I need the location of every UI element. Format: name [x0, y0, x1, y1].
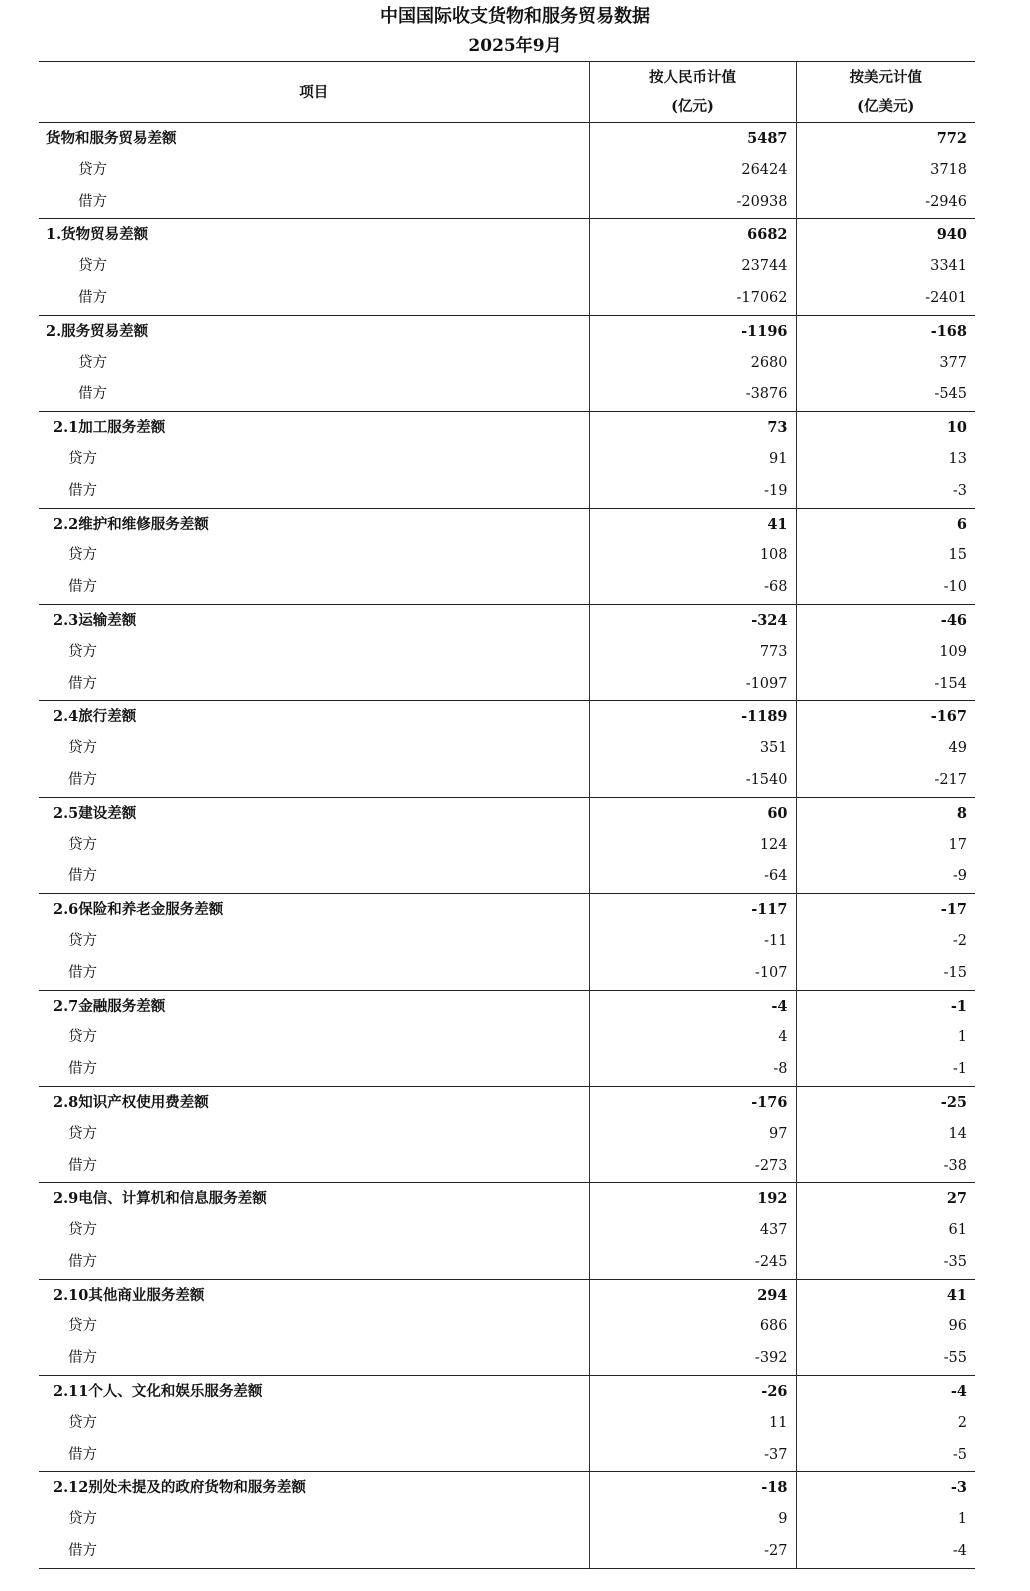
usd-value: -15: [796, 958, 975, 990]
usd-value: 49: [796, 733, 975, 765]
row-label: 贷方: [68, 1125, 97, 1142]
table-row: [39, 1119, 975, 1151]
row-label: 贷方: [68, 740, 97, 757]
row-label: 贷方: [68, 547, 97, 564]
rmb-value: 108: [589, 540, 796, 572]
table-row: [39, 669, 975, 701]
rmb-value: -11: [589, 926, 796, 958]
usd-value: -55: [796, 1343, 975, 1375]
table-row: [39, 958, 975, 990]
rmb-value: -37: [589, 1440, 796, 1472]
table-row: [39, 283, 975, 315]
table-row: [39, 637, 975, 669]
rmb-value: -20938: [589, 187, 796, 219]
rmb-value: -1540: [589, 765, 796, 797]
rmb-value: 60: [589, 797, 796, 829]
table-row-heading: [39, 508, 975, 540]
table-row: [39, 765, 975, 797]
row-label: 贷方: [68, 1511, 97, 1528]
rmb-value: -324: [589, 604, 796, 636]
table-row: [39, 1504, 975, 1536]
usd-value: 15: [796, 540, 975, 572]
rmb-value: 73: [589, 412, 796, 444]
column-header-rmb: [589, 62, 796, 123]
usd-value: 8: [796, 797, 975, 829]
row-label: 借方: [68, 675, 97, 692]
usd-value: 61: [796, 1215, 975, 1247]
rmb-value: 5487: [589, 123, 796, 155]
usd-value: -5: [796, 1440, 975, 1472]
rmb-value: 26424: [589, 155, 796, 187]
rmb-value: -19: [589, 476, 796, 508]
usd-value: 109: [796, 637, 975, 669]
row-label: 借方: [68, 482, 97, 499]
usd-value: 3341: [796, 251, 975, 283]
usd-value: -46: [796, 604, 975, 636]
table-row-heading: [39, 1472, 975, 1504]
row-label: 借方: [68, 964, 97, 981]
rmb-value: 97: [589, 1119, 796, 1151]
row-label: 2.4旅行差额: [53, 708, 137, 726]
rmb-value: -1189: [589, 701, 796, 733]
row-label: 借方: [68, 1061, 97, 1078]
table-row: [39, 1054, 975, 1086]
rmb-value: 686: [589, 1311, 796, 1343]
rmb-value: 6682: [589, 219, 796, 251]
usd-value: -4: [796, 1536, 975, 1568]
rmb-value: -64: [589, 861, 796, 893]
table-row-heading: [39, 894, 975, 926]
rmb-value: -4: [589, 990, 796, 1022]
rmb-value: 294: [589, 1279, 796, 1311]
usd-value: -9: [796, 861, 975, 893]
row-label: 2.3运输差额: [53, 611, 137, 629]
table-row-heading: [39, 1086, 975, 1118]
usd-value: -167: [796, 701, 975, 733]
usd-value: 1: [796, 1022, 975, 1054]
usd-value: 17: [796, 830, 975, 862]
row-label: 借方: [68, 1157, 97, 1174]
rmb-value: -17062: [589, 283, 796, 315]
table-row: [39, 861, 975, 893]
row-label: 2.服务贸易差额: [46, 322, 149, 340]
table-row: [39, 572, 975, 604]
table-row: [39, 1311, 975, 1343]
row-label: 借方: [68, 771, 97, 788]
usd-value: -10: [796, 572, 975, 604]
column-header-usd: [796, 62, 975, 123]
trade-data-table: [39, 61, 975, 1569]
usd-value: -154: [796, 669, 975, 701]
row-label: 贷方: [68, 450, 97, 467]
usd-value: 1: [796, 1504, 975, 1536]
table-row: [39, 1536, 975, 1568]
table-row: [39, 1408, 975, 1440]
usd-value: -2946: [796, 187, 975, 219]
usd-value: 10: [796, 412, 975, 444]
table-row: [39, 1215, 975, 1247]
rmb-value: -1196: [589, 315, 796, 347]
rmb-value: -68: [589, 572, 796, 604]
column-header-rmb-unit: (亿元): [671, 98, 714, 115]
usd-value: 96: [796, 1311, 975, 1343]
table-row: [39, 1440, 975, 1472]
rmb-value: -245: [589, 1247, 796, 1279]
row-label: 借方: [78, 193, 107, 210]
table-row-heading: [39, 701, 975, 733]
usd-value: -17: [796, 894, 975, 926]
table-row: [39, 1151, 975, 1183]
usd-value: -168: [796, 315, 975, 347]
rmb-value: -27: [589, 1536, 796, 1568]
usd-value: -35: [796, 1247, 975, 1279]
row-label: 贷方: [78, 161, 107, 178]
table-row-heading: [39, 412, 975, 444]
table-row: [39, 1022, 975, 1054]
usd-value: 940: [796, 219, 975, 251]
rmb-value: -117: [589, 894, 796, 926]
usd-value: 772: [796, 123, 975, 155]
usd-value: -2: [796, 926, 975, 958]
rmb-value: 4: [589, 1022, 796, 1054]
table-row-heading: [39, 604, 975, 636]
row-label: 2.2维护和维修服务差额: [53, 515, 209, 533]
table-row: [39, 1343, 975, 1375]
column-header-item: 项目: [299, 83, 329, 101]
row-label: 2.11个人、文化和娱乐服务差额: [53, 1383, 263, 1401]
usd-value: -1: [796, 990, 975, 1022]
row-label: 借方: [78, 289, 107, 306]
row-label: 2.5建设差额: [53, 804, 137, 822]
table-row: [39, 348, 975, 380]
rmb-value: -392: [589, 1343, 796, 1375]
column-header-rmb-title: 按人民币计值: [649, 69, 736, 86]
row-label: 2.8知识产权使用费差额: [53, 1093, 209, 1111]
table-row: [39, 187, 975, 219]
table-row-heading: [39, 797, 975, 829]
page-title: 中国国际收支货物和服务贸易数据: [380, 6, 650, 27]
usd-value: -545: [796, 379, 975, 411]
table-row: [39, 733, 975, 765]
rmb-value: 91: [589, 444, 796, 476]
table-row: [39, 830, 975, 862]
rmb-value: 11: [589, 1408, 796, 1440]
table-row-heading: [39, 990, 975, 1022]
usd-value: 41: [796, 1279, 975, 1311]
usd-value: -4: [796, 1376, 975, 1408]
usd-value: 6: [796, 508, 975, 540]
row-label: 2.6保险和养老金服务差额: [53, 901, 224, 919]
rmb-value: 437: [589, 1215, 796, 1247]
usd-value: 377: [796, 348, 975, 380]
rmb-value: -18: [589, 1472, 796, 1504]
page-subtitle: 2025年9月: [468, 36, 562, 56]
rmb-value: 192: [589, 1183, 796, 1215]
rmb-value: 41: [589, 508, 796, 540]
table-row-heading: [39, 219, 975, 251]
row-label: 2.7金融服务差额: [53, 997, 166, 1015]
row-label: 贷方: [68, 643, 97, 660]
usd-value: 27: [796, 1183, 975, 1215]
usd-value: 2: [796, 1408, 975, 1440]
row-label: 贷方: [68, 932, 97, 949]
usd-value: -38: [796, 1151, 975, 1183]
table-row: [39, 251, 975, 283]
row-label: 贷方: [68, 1029, 97, 1046]
table-row: [39, 1247, 975, 1279]
table-header-row: [39, 62, 975, 123]
table-row-heading: [39, 123, 975, 155]
row-label: 贷方: [68, 1414, 97, 1431]
table-row: [39, 476, 975, 508]
rmb-value: -1097: [589, 669, 796, 701]
row-label: 1.货物贸易差额: [46, 226, 149, 244]
row-label: 贷方: [68, 1318, 97, 1335]
rmb-value: 9: [589, 1504, 796, 1536]
rmb-value: -26: [589, 1376, 796, 1408]
row-label: 贷方: [78, 354, 107, 371]
row-label: 2.10其他商业服务差额: [53, 1286, 205, 1304]
row-label: 2.9电信、计算机和信息服务差额: [53, 1190, 267, 1208]
table-row: [39, 155, 975, 187]
usd-value: 3718: [796, 155, 975, 187]
row-label: 2.1加工服务差额: [53, 419, 166, 437]
table-row-heading: [39, 1279, 975, 1311]
usd-value: -3: [796, 476, 975, 508]
usd-value: -2401: [796, 283, 975, 315]
rmb-value: 124: [589, 830, 796, 862]
table-row: [39, 444, 975, 476]
rmb-value: -176: [589, 1086, 796, 1118]
table-row-heading: [39, 1183, 975, 1215]
usd-value: -25: [796, 1086, 975, 1118]
table-row: [39, 540, 975, 572]
usd-value: -3: [796, 1472, 975, 1504]
rmb-value: 23744: [589, 251, 796, 283]
column-header-usd-title: 按美元计值: [849, 69, 922, 86]
row-label: 借方: [78, 386, 107, 403]
rmb-value: 351: [589, 733, 796, 765]
usd-value: -1: [796, 1054, 975, 1086]
rmb-value: -8: [589, 1054, 796, 1086]
usd-value: 13: [796, 444, 975, 476]
rmb-value: -3876: [589, 379, 796, 411]
column-header-usd-unit: (亿美元): [857, 98, 915, 115]
table-row-heading: [39, 315, 975, 347]
row-label: 贷方: [68, 836, 97, 853]
row-label: 借方: [68, 868, 97, 885]
row-label: 借方: [68, 579, 97, 596]
row-label: 借方: [68, 1446, 97, 1463]
row-label: 货物和服务贸易差额: [46, 130, 177, 147]
table-row: [39, 926, 975, 958]
row-label: 2.12别处未提及的政府货物和服务差额: [53, 1479, 306, 1497]
row-label: 贷方: [78, 258, 107, 275]
row-label: 借方: [68, 1543, 97, 1560]
rmb-value: 773: [589, 637, 796, 669]
rmb-value: 2680: [589, 348, 796, 380]
row-label: 借方: [68, 1253, 97, 1270]
rmb-value: -107: [589, 958, 796, 990]
rmb-value: -273: [589, 1151, 796, 1183]
table-row: [39, 379, 975, 411]
usd-value: 14: [796, 1119, 975, 1151]
row-label: 借方: [68, 1350, 97, 1367]
row-label: 贷方: [68, 1222, 97, 1239]
usd-value: -217: [796, 765, 975, 797]
table-row-heading: [39, 1376, 975, 1408]
